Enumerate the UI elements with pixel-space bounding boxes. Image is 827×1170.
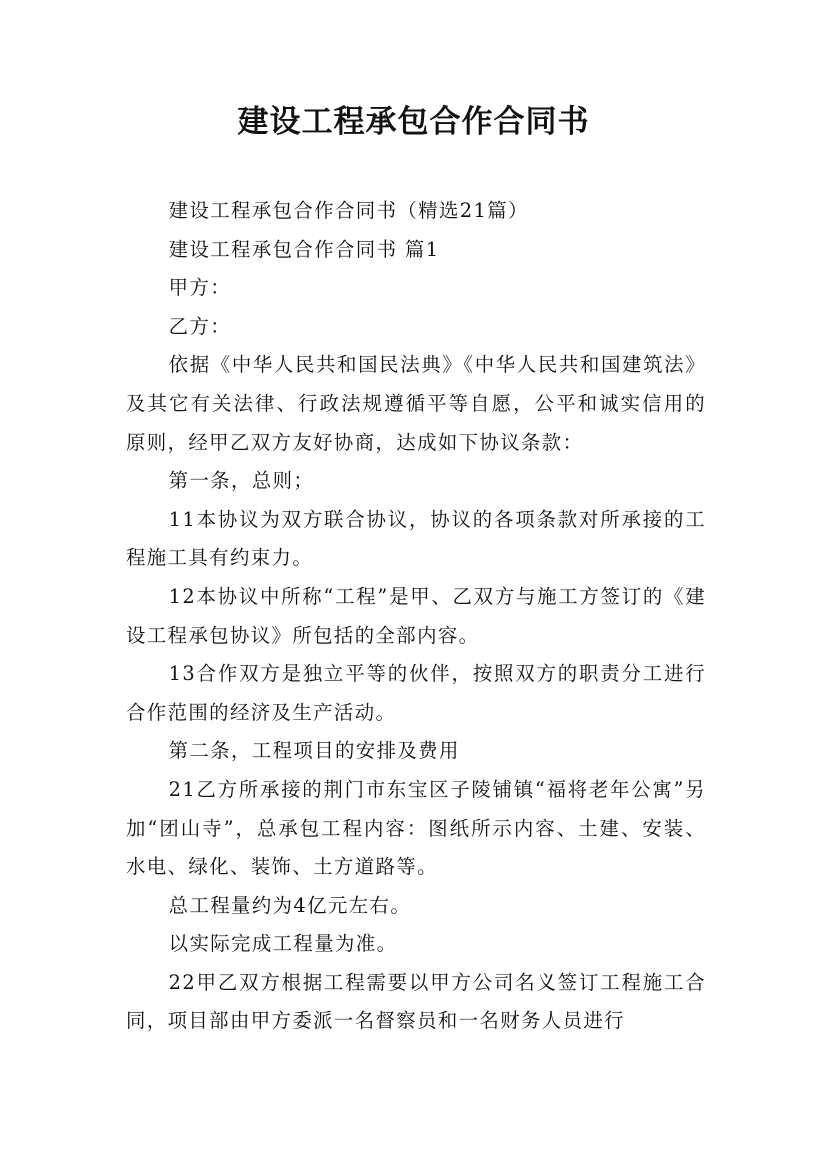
document-body	[126, 192, 706, 1041]
paragraph-article-2: 第二条，工程项目的安排及费用	[168, 739, 460, 763]
paragraph-subtitle: 建设工程承包合作合同书（精选21篇）	[168, 199, 529, 222]
paragraph-party-a: 甲方：	[168, 276, 232, 300]
document-title: 建设工程承包合作合同书	[237, 104, 590, 140]
paragraph-preamble: 依据《中华人民共和国民法典》《中华人民共和国建筑法》及其它有关法律、行政法规遵循平等自愿，公平和诚实信用的原则，经甲乙双方友好协商，达成如下协议条款：	[126, 353, 706, 454]
paragraph-article-1: 第一条，总则；	[168, 469, 315, 493]
paragraph-clause-1-1: 11本协议为双方联合协议，协议的各项条款对所承接的工程施工具有约束力。	[126, 507, 706, 570]
paragraph-actual-basis: 以实际完成工程量为准。	[168, 932, 398, 956]
paragraph-clause-1-2: 12本协议中所称“工程”是甲、乙双方与施工方签订的《建设工程承包协议》所包括的全部内容。	[126, 584, 706, 647]
paragraph-clause-2-1: 21乙方所承接的荆门市东宝区子陵铺镇“福将老年公寓”另加“团山寺”，总承包工程内容：图纸所示内容、土建、安装、水电、绿化、装饰、土方道路等。	[126, 777, 706, 879]
paragraph-total-amount: 总工程量约为4亿元左右。	[168, 893, 412, 917]
paragraph-party-b: 乙方：	[168, 314, 232, 338]
paragraph-section-heading: 建设工程承包合作合同书 篇1	[168, 237, 440, 261]
paragraph-clause-1-3: 13合作双方是独立平等的伙伴，按照双方的职责分工进行合作范围的经济及生产活动。	[126, 662, 706, 724]
paragraph-clause-2-2: 22甲乙双方根据工程需要以甲方公司名义签订工程施工合同，项目部由甲方委派一名督察员和一名财务人员进行	[126, 970, 706, 1033]
